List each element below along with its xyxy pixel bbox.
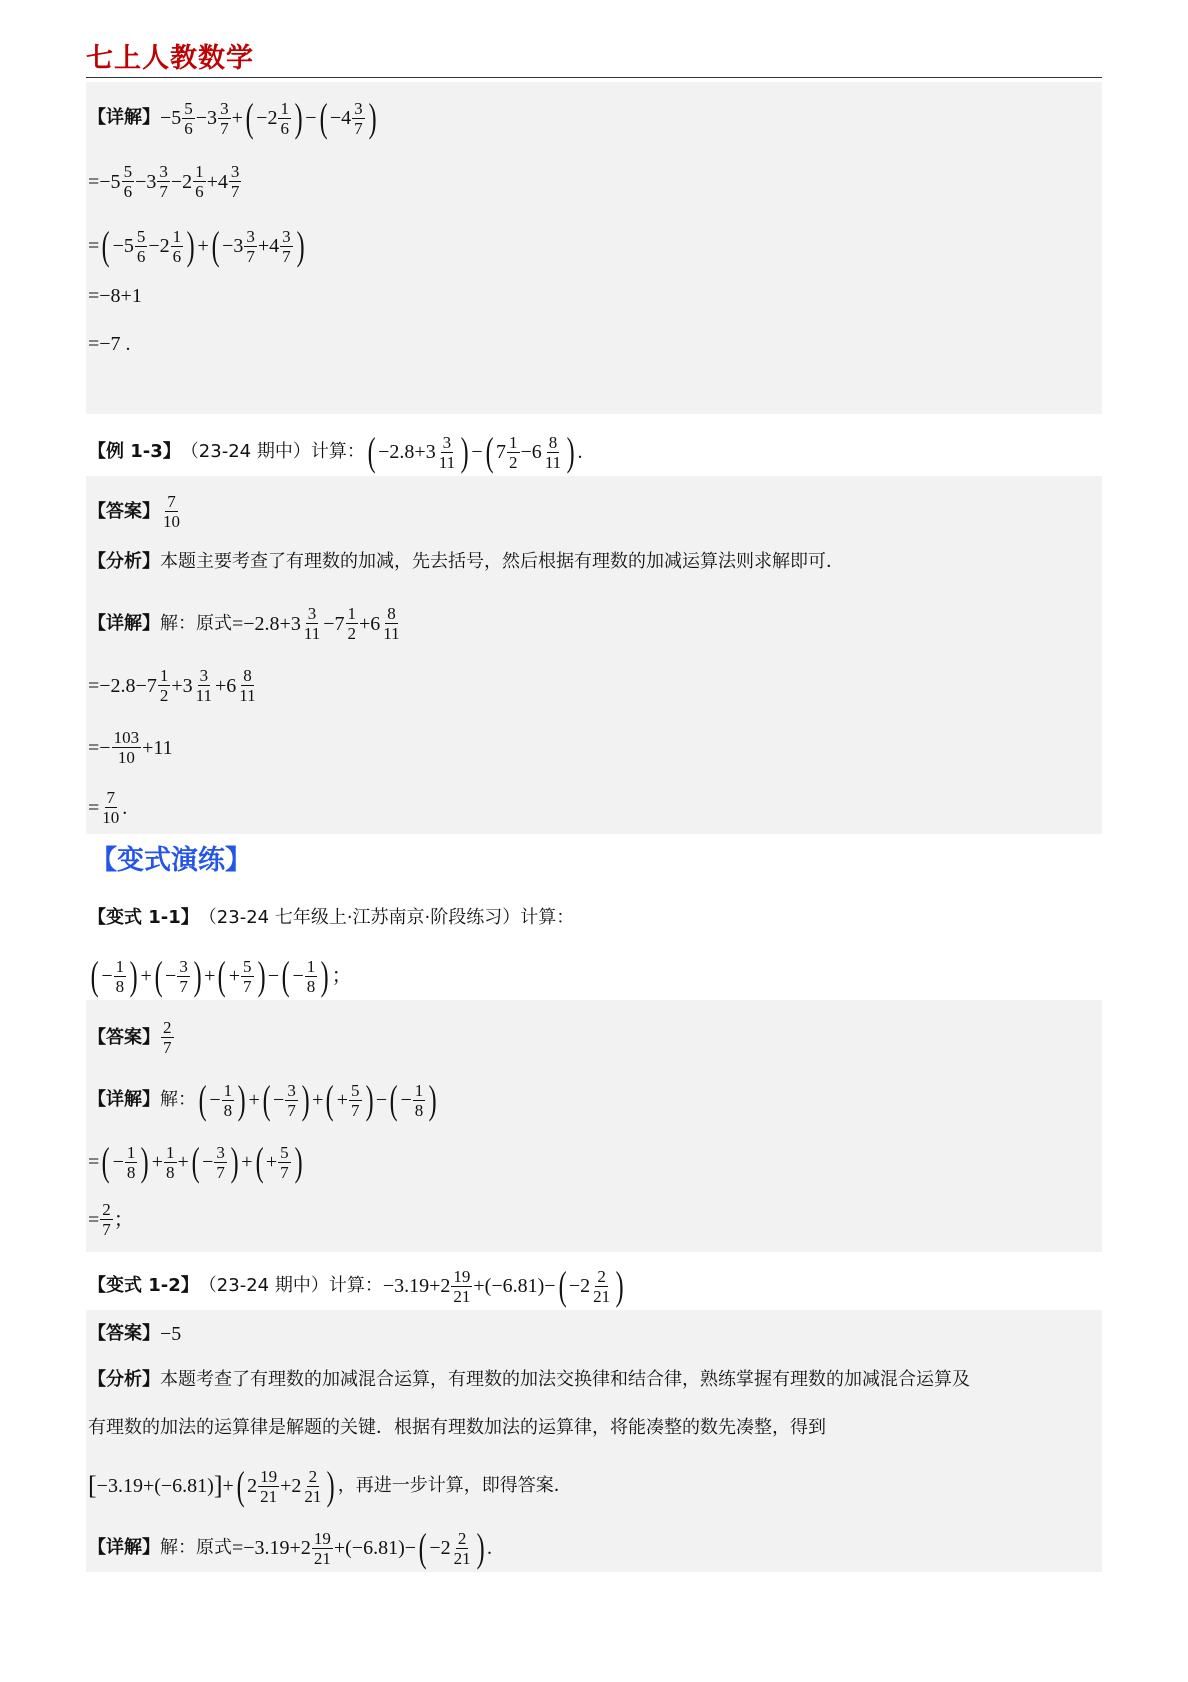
detail-line-1: [88, 95, 379, 140]
detail-prefix: 解：原式: [160, 1537, 232, 1558]
detail-line-2: [88, 666, 259, 705]
answer-tag: 【答案】: [88, 1323, 160, 1344]
detail-line-3: [88, 223, 307, 268]
answer-line: [88, 492, 183, 531]
math-expression: =− $\frac{103}{10}$ +11: [88, 728, 173, 767]
detail-line-4: [88, 788, 127, 827]
detail-tag: 【详解】: [88, 1089, 160, 1110]
variant-1-1-expression: [88, 953, 352, 998]
example-1-3: [88, 429, 583, 474]
detail-line-3: [88, 1200, 134, 1239]
answer-line: [88, 1322, 181, 1346]
detail-line-5: [88, 332, 131, 356]
variant-source: （23-24 七年级上·江苏南京·阶段练习）: [198, 907, 521, 928]
math-expression: = ( −5 $\frac{5}{6}$ −2 $\frac{1}{6}$ ) + ( −3 $\frac{3}{7}$ +4 $\frac{3}{7}$ ): [88, 223, 305, 268]
math-expression: =−2.8−7 $\frac{1}{2}$ +3 $\frac{3}{11}$ +6 $\frac{8}{11}$: [88, 666, 256, 705]
answer-value: $\frac{2}{7}$: [163, 1018, 172, 1057]
math-expression: = $\frac{7}{10}$ .: [88, 788, 128, 827]
analysis-line-1: [88, 1368, 970, 1392]
analysis-line-2: [88, 1416, 826, 1440]
analysis-line-3: [88, 1463, 572, 1508]
detail-line-1: [88, 604, 403, 643]
variant-source: （23-24 期中）: [198, 1275, 329, 1296]
detail-line-1: [88, 1077, 440, 1122]
example-source: （23-24 期中）: [180, 441, 311, 462]
variant-tag: 【变式 1-2】: [88, 1275, 199, 1296]
analysis-tag: 【分析】: [88, 1369, 160, 1390]
math-expression: =−3.19+2 $\frac{19}{21}$ +(−6.81)− ( −2 $\frac{2}{21}$ ) .: [232, 1525, 492, 1570]
analysis-line: [88, 550, 844, 574]
analysis-text: 本题主要考查了有理数的加减，先去括号，然后根据有理数的加减运算法则求解即可．: [160, 551, 844, 572]
answer-value: $\frac{7}{10}$: [163, 492, 180, 531]
answer-tag: 【答案】: [88, 1026, 160, 1048]
page-header-title: 七上人教数学: [86, 43, 254, 74]
analysis-text: 有理数的加法的运算律是解题的关键．根据有理数加法的运算律，将能凑整的数先凑整，得到: [88, 1417, 826, 1438]
example-prompt: 计算：: [310, 441, 365, 462]
math-expression: =−8+1: [88, 285, 142, 307]
detail-prefix: 解：原式: [160, 612, 232, 634]
variant-prompt: 计算：: [520, 907, 575, 928]
math-expression: ( − $\frac{1}{8}$ ) + ( − $\frac{3}{7}$ ) + ( + $\frac{5}{7}$ ) − ( − $\frac{1}{8}$ ): [198, 1077, 437, 1122]
analysis-text: ，再进一步计算，即得答案．: [337, 1475, 572, 1496]
analysis-text: 本题考查了有理数的加减混合运算，有理数的加法交换律和结合律，熟练掌握有理数的加减混合运算及: [160, 1369, 970, 1390]
math-expression: ( −2.8+3 $\frac{3}{11}$ ) − ( 7 $\frac{1}{2}$ −6 $\frac{8}{11}$ ) .: [367, 429, 583, 474]
detail-line-2: [88, 1139, 305, 1184]
math-expression: = ( − $\frac{1}{8}$ ) + $\frac{1}{8}$ + ( − $\frac{3}{7}$ ) + ( + $\frac{5}{7}$ ): [88, 1139, 303, 1184]
detail-line-2: [88, 162, 242, 201]
answer-value: −5: [160, 1323, 182, 1345]
math-expression: =−7 .: [88, 333, 131, 355]
detail-tag: 【详解】: [88, 107, 160, 128]
detail-tag: 【详解】: [88, 1537, 160, 1558]
math-expression: =−5 $\frac{5}{6}$ −3 $\frac{3}{7}$ −2 $\frac{1}{6}$ +4 $\frac{3}{7}$: [88, 162, 240, 201]
detail-tag: 【详解】: [88, 612, 160, 634]
detail-prefix: 解：: [160, 1089, 196, 1110]
math-expression: −3.19+2 $\frac{19}{21}$ +(−6.81)− ( −2 $\frac{2}{21}$ ): [382, 1263, 624, 1308]
answer-tag: 【答案】: [88, 500, 160, 522]
math-expression: [ −3.19+(−6.81) ] + ( 2 $\frac{19}{21}$ +2 $\frac{2}{21}$ ): [88, 1463, 336, 1508]
solution-block-2: [86, 476, 1102, 834]
example-tag: 【例 1-3】: [88, 441, 181, 462]
detail-line-4: [88, 284, 142, 308]
math-expression: =−2.8+3 $\frac{3}{11}$ −7 $\frac{1}{2}$ +6 $\frac{8}{11}$: [232, 604, 400, 643]
math-expression: ( − $\frac{1}{8}$ ) + ( − $\frac{3}{7}$ ) + ( + $\frac{5}{7}$ ) − ( − $\frac{1}{8}$ ) ；: [90, 953, 352, 998]
math-expression: = $\frac{2}{7}$ ；: [88, 1200, 134, 1239]
variant-1-1-title: [88, 906, 574, 930]
variant-prompt: 计算：: [328, 1275, 383, 1296]
detail-line-1: [88, 1525, 492, 1570]
math-expression: −5 $\frac{5}{6}$ −3 $\frac{3}{7}$ + ( −2 $\frac{1}{6}$ ) − ( −4 $\frac{3}{7}$ ): [160, 95, 377, 140]
answer-line: [88, 1018, 175, 1057]
analysis-tag: 【分析】: [88, 551, 160, 572]
section-title: 【变式演练】: [90, 845, 252, 876]
variant-1-2: [88, 1263, 627, 1308]
variant-tag: 【变式 1-1】: [88, 907, 199, 928]
detail-line-3: [88, 728, 173, 767]
solution-block-3: [86, 1000, 1102, 1252]
header-rule: [86, 77, 1102, 78]
